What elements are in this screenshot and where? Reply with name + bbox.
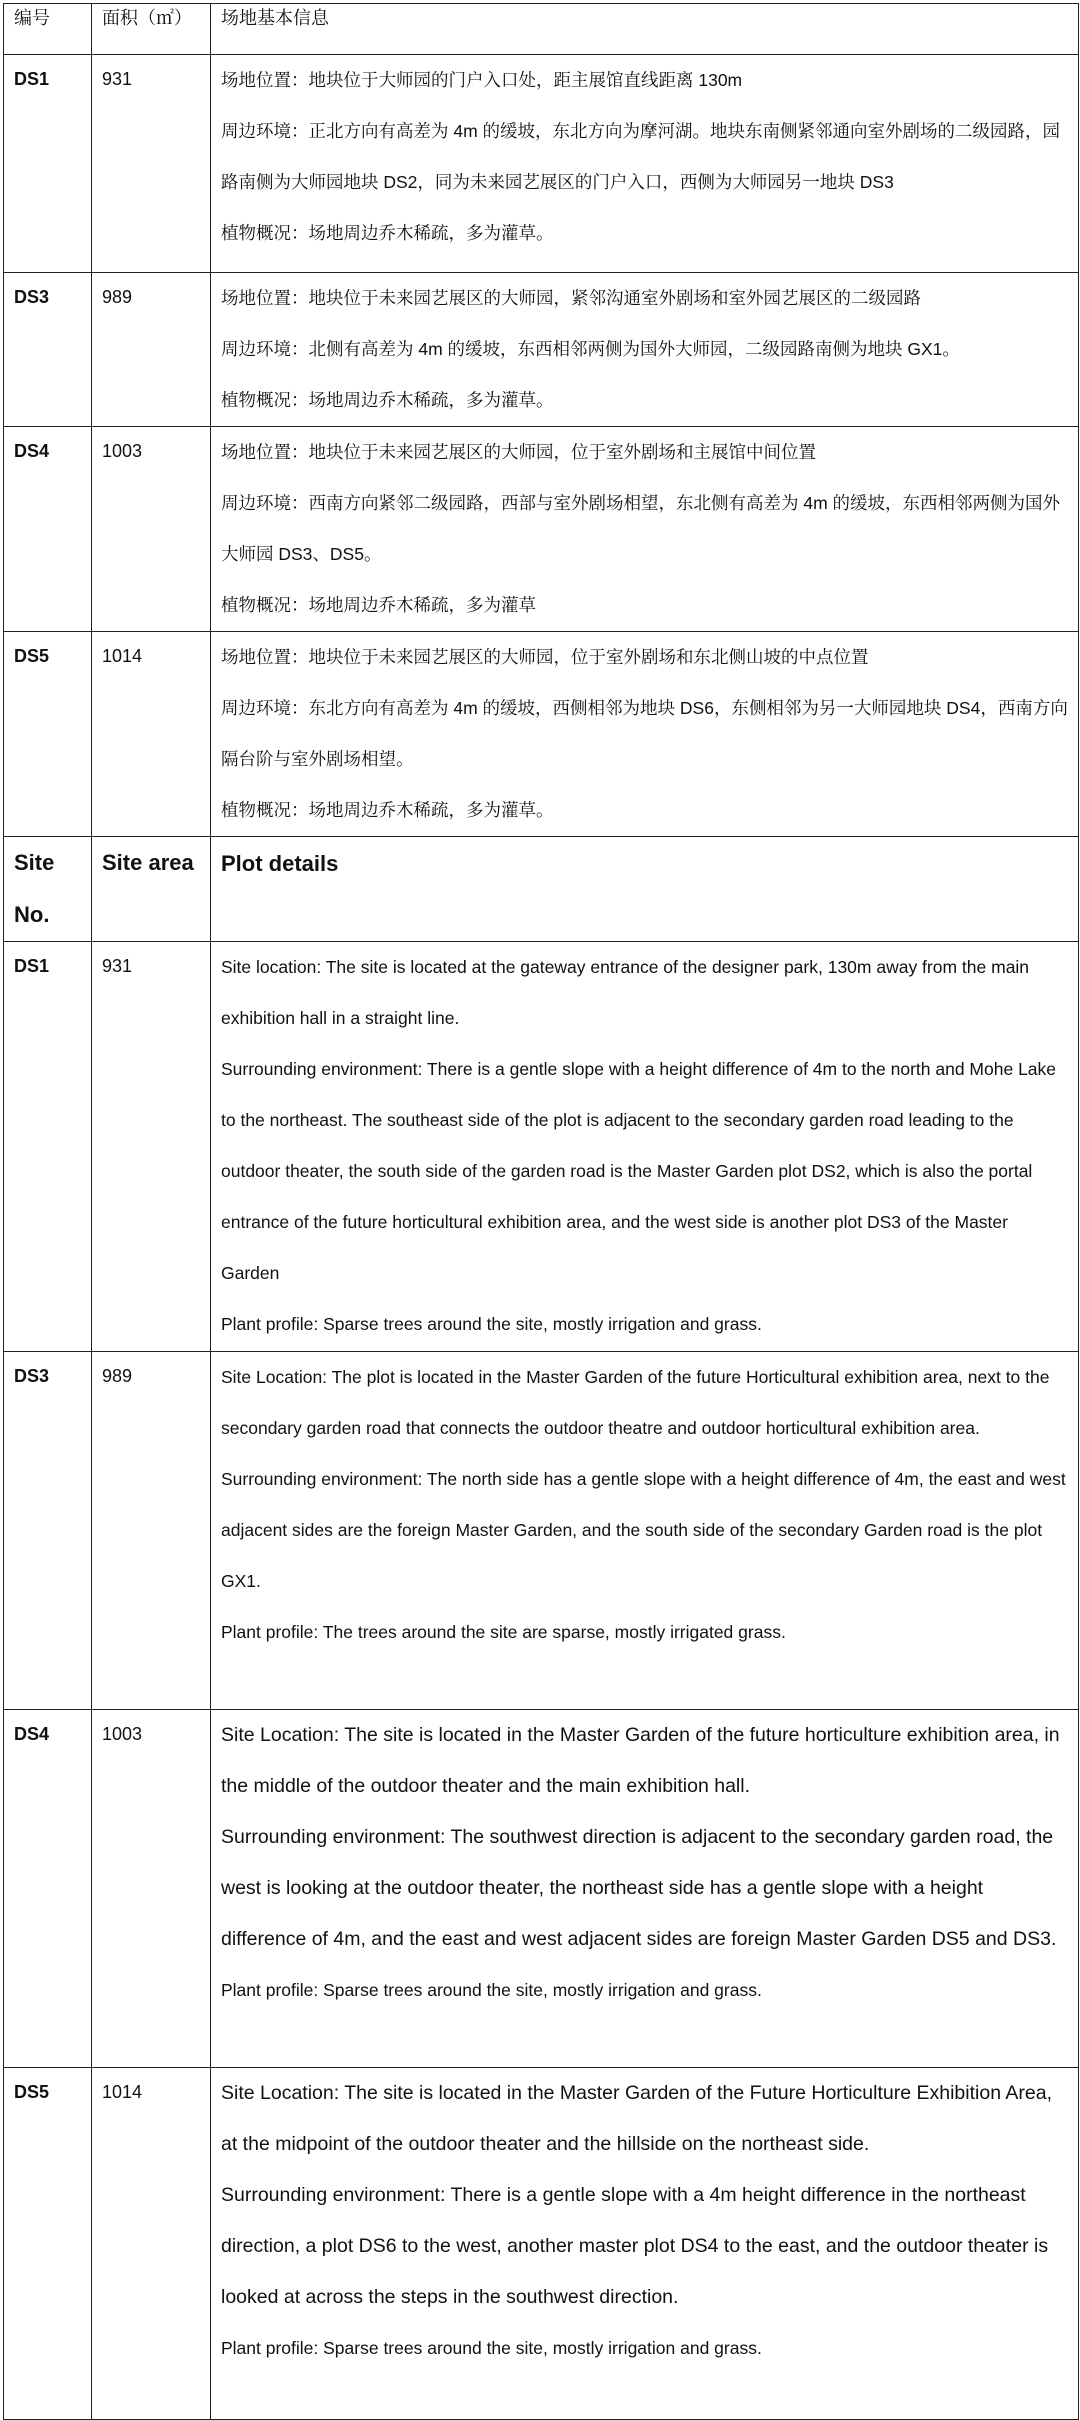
detail-line: 周边环境：正北方向有高差为 4m 的缓坡，东北方向为摩河湖。地块东南侧紧邻通向室外剧场的二级园路，园路南侧为大师园地块 DS2，同为未来园艺展区的门户入口，西侧为大师园另一地块 DS3 xyxy=(221,121,1061,192)
site-id: DS4 xyxy=(4,427,92,632)
detail-line: Surrounding environment: There is a gentle slope with a height difference of 4m to the north and Mohe Lake to the northeast. The southeast side of the plot is adjacent to the secondary garden road leading to the outdoor theater, the south side of the garden road is the Master Garden plot DS2, which is also the portal entrance of the future horticultural exhibition area, and the west side is another plot DS3 of the Master Garden xyxy=(221,1059,1057,1283)
site-area: 931 xyxy=(92,55,211,273)
detail-line: 场地位置：地块位于未来园艺展区的大师园，位于室外剧场和东北侧山坡的中点位置 xyxy=(221,647,869,667)
detail-line: Site location: The site is located at the gateway entrance of the designer park, 130m away from the main exhibition hall in a straight line. xyxy=(221,957,1030,1028)
table-row xyxy=(4,2068,1079,2420)
site-details xyxy=(211,1352,1079,1710)
table-row xyxy=(4,427,1079,632)
detail-line: Site Location: The site is located in the Master Garden of the Future Horticulture Exhibition Area, at the midpoint of the outdoor theater and the hillside on the northeast side. xyxy=(221,2082,1052,2155)
detail-line: 场地位置：地块位于大师园的门户入口处，距主展馆直线距离 130m xyxy=(221,70,743,90)
detail-line: 周边环境：西南方向紧邻二级园路，西部与室外剧场相望，东北侧有高差为 4m 的缓坡，东西相邻两侧为国外大师园 DS3、DS5。 xyxy=(221,493,1061,564)
detail-line: Site Location: The plot is located in the Master Garden of the future Horticultural exhibition area, next to the secondary garden road that connects the outdoor theatre and outdoor horticultural exhibition area. xyxy=(221,1367,1050,1438)
header-row-cn xyxy=(4,4,1079,55)
site-info-table xyxy=(3,3,1079,2420)
detail-line: 植物概况：场地周边乔木稀疏，多为灌草 xyxy=(221,595,536,615)
table-row xyxy=(4,1710,1079,2068)
detail-line: Plant profile: The trees around the site are sparse, mostly irrigated grass. xyxy=(221,1622,786,1642)
detail-line: Site Location: The site is located in the Master Garden of the future horticulture exhibition area, in the middle of the outdoor theater and the main exhibition hall. xyxy=(221,1724,1060,1797)
detail-line: 周边环境：东北方向有高差为 4m 的缓坡，西侧相邻为地块 DS6，东侧相邻为另一大师园地块 DS4，西南方向隔台阶与室外剧场相望。 xyxy=(221,698,1068,769)
site-details xyxy=(211,427,1079,632)
site-id: DS3 xyxy=(4,1352,92,1710)
site-details xyxy=(211,273,1079,427)
detail-line: 植物概况：场地周边乔木稀疏，多为灌草。 xyxy=(221,800,554,820)
detail-line: 植物概况：场地周边乔木稀疏，多为灌草。 xyxy=(221,223,554,243)
site-area: 1014 xyxy=(92,632,211,837)
header-cn-area: 面积（㎡） xyxy=(92,4,211,55)
detail-line: Surrounding environment: The north side has a gentle slope with a height difference of 4m, the east and west adjacent sides are the foreign Master Garden, and the south side of the secondary Garden road is the plot GX1. xyxy=(221,1469,1066,1591)
site-id: DS4 xyxy=(4,1710,92,2068)
site-area: 989 xyxy=(92,1352,211,1710)
detail-line: 场地位置：地块位于未来园艺展区的大师园，紧邻沟通室外剧场和室外园艺展区的二级园路 xyxy=(221,288,921,308)
site-details xyxy=(211,942,1079,1352)
detail-line: Surrounding environment: There is a gentle slope with a 4m height difference in the northeast direction, a plot DS6 to the west, another master plot DS4 to the east, and the outdoor theater is looked at across the steps in the southwest direction. xyxy=(221,2184,1049,2308)
site-area: 1003 xyxy=(92,1710,211,2068)
site-details xyxy=(211,1710,1079,2068)
site-details xyxy=(211,2068,1079,2420)
detail-line: Surrounding environment: The southwest direction is adjacent to the secondary garden road, the west is looking at the outdoor theater, the northeast side has a gentle slope with a height difference of 4m, and the east and west adjacent sides are foreign Master Garden DS5 and DS3. xyxy=(221,1826,1057,1950)
site-details xyxy=(211,55,1079,273)
header-cn-info: 场地基本信息 xyxy=(211,4,1079,55)
table-row xyxy=(4,273,1079,427)
site-area: 931 xyxy=(92,942,211,1352)
site-area: 1014 xyxy=(92,2068,211,2420)
table-row xyxy=(4,1352,1079,1710)
detail-line: Plant profile: Sparse trees around the site, mostly irrigation and grass. xyxy=(221,1980,762,2000)
detail-line: 植物概况：场地周边乔木稀疏，多为灌草。 xyxy=(221,390,554,410)
site-id: DS1 xyxy=(4,942,92,1352)
site-details xyxy=(211,632,1079,837)
header-en-site-no: Site No. xyxy=(4,837,92,942)
table-row xyxy=(4,55,1079,273)
site-id: DS3 xyxy=(4,273,92,427)
site-id: DS1 xyxy=(4,55,92,273)
detail-line: 场地位置：地块位于未来园艺展区的大师园，位于室外剧场和主展馆中间位置 xyxy=(221,442,816,462)
header-cn-site-no: 编号 xyxy=(4,4,92,55)
header-en-info: Plot details xyxy=(211,837,1079,942)
detail-line: Plant profile: Sparse trees around the site, mostly irrigation and grass. xyxy=(221,2338,762,2358)
table-row xyxy=(4,942,1079,1352)
site-area: 1003 xyxy=(92,427,211,632)
site-id: DS5 xyxy=(4,2068,92,2420)
header-row-en xyxy=(4,837,1079,942)
site-area: 989 xyxy=(92,273,211,427)
site-id: DS5 xyxy=(4,632,92,837)
detail-line: 周边环境：北侧有高差为 4m 的缓坡，东西相邻两侧为国外大师园，二级园路南侧为地块 GX1。 xyxy=(221,339,960,359)
table-row xyxy=(4,632,1079,837)
header-en-area: Site area xyxy=(92,837,211,942)
detail-line: Plant profile: Sparse trees around the site, mostly irrigation and grass. xyxy=(221,1314,762,1334)
